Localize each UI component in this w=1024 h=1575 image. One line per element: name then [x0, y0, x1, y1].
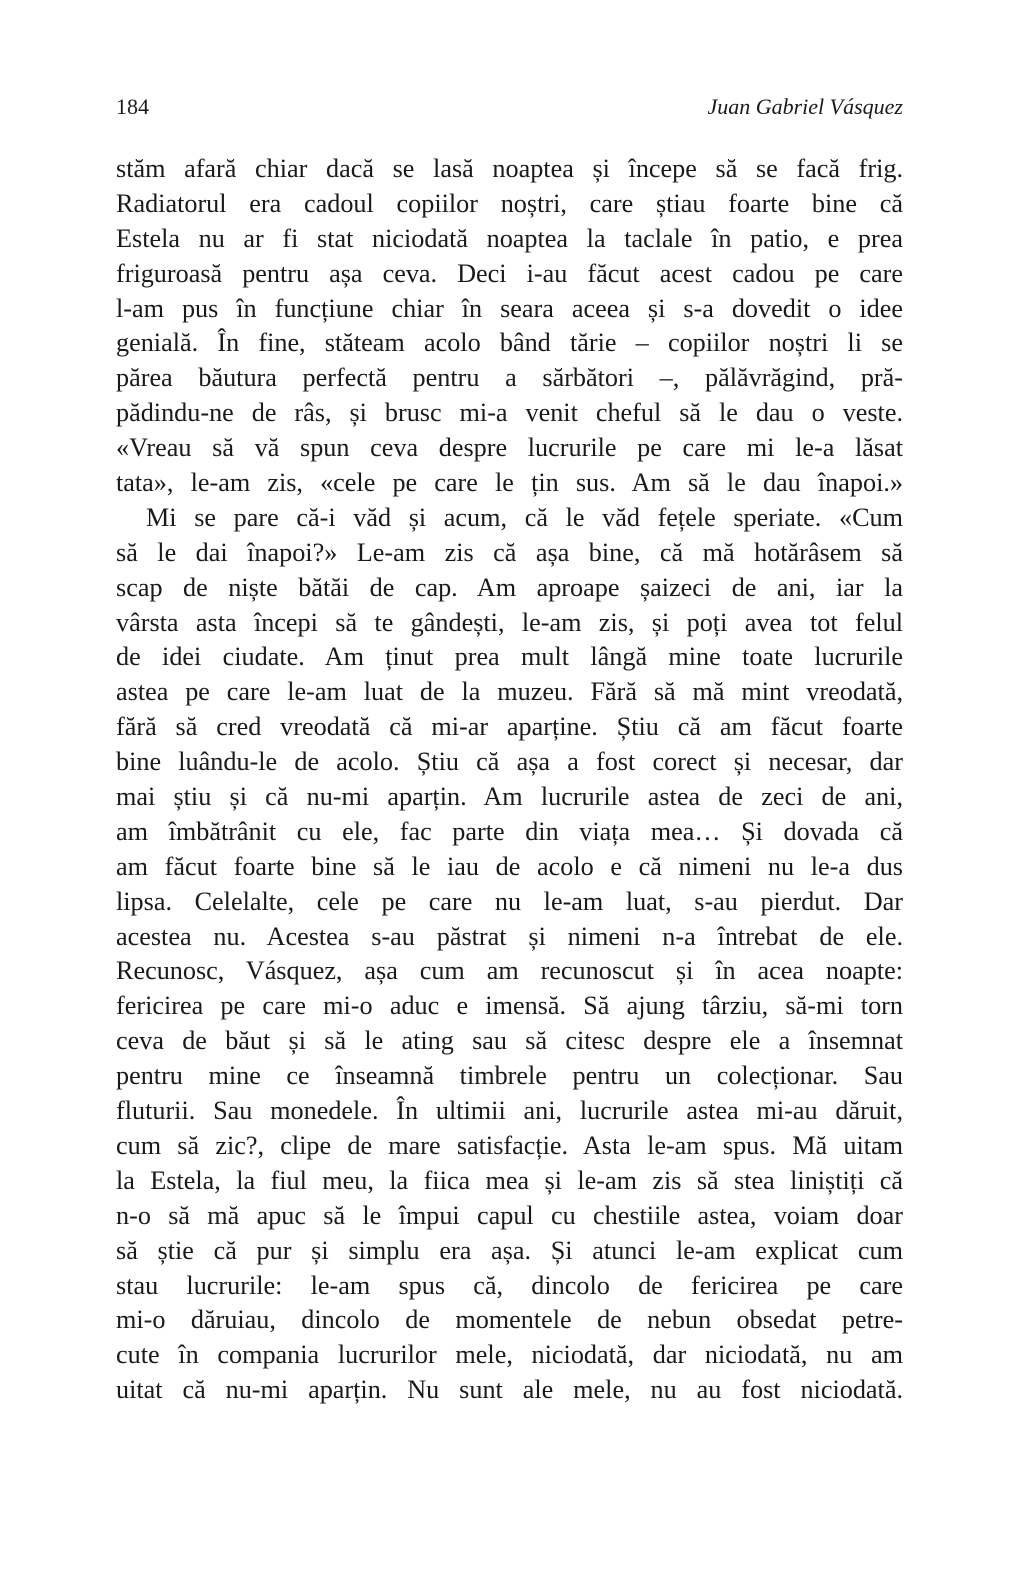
running-head	[116, 94, 903, 124]
text-line: tata», le-am zis, «cele pe care le țin sus. Am să le dau înapoi.»	[116, 468, 903, 498]
text-line: fericirea pe care mi-o aduc e imensă. Să ajung târziu, să-mi torn	[116, 991, 903, 1021]
text-line: acestea nu. Acestea s-au păstrat și nimeni n-a întrebat de ele.	[116, 921, 903, 951]
text-line: l-am pus în funcțiune chiar în seara aceea și s-a dovedit o idee	[116, 293, 903, 323]
text-line: ceva de băut și să le ating sau să citesc despre ele a însemnat	[116, 1026, 903, 1056]
text-line: Radiatorul era cadoul copiilor noștri, care știau foarte bine că	[116, 188, 903, 218]
text-line: am îmbătrânit cu ele, fac parte din viața mea… Și dovada că	[116, 816, 903, 846]
text-line: mai știu și că nu-mi aparțin. Am lucrurile astea de zeci de ani,	[116, 782, 903, 812]
text-line: mi-o dăruiau, dincolo de momentele de nebun obsedat petre-	[116, 1305, 903, 1335]
text-line: lipsa. Celelalte, cele pe care nu le-am luat, s-au pierdut. Dar	[116, 886, 903, 916]
text-line: cute în compania lucrurilor mele, niciodată, dar niciodată, nu am	[116, 1340, 903, 1370]
text-line: n-o să mă apuc să le împui capul cu chestiile astea, voiam doar	[116, 1200, 903, 1230]
text-line: să știe că pur și simplu era așa. Și atunci le-am explicat cum	[116, 1235, 903, 1265]
text-line: friguroasă pentru așa ceva. Deci i-au făcut acest cadou pe care	[116, 258, 903, 288]
text-line: la Estela, la fiul meu, la fiica mea și le-am zis să stea liniștiți că	[116, 1165, 903, 1195]
text-line: astea pe care le-am luat de la muzeu. Fără să mă mint vreodată,	[116, 677, 903, 707]
text-line: fără să cred vreodată că mi-ar aparține. Știu că am făcut foarte	[116, 712, 903, 742]
text-line: pentru mine ce înseamnă timbrele pentru un colecționar. Sau	[116, 1061, 903, 1091]
text-line: am făcut foarte bine să le iau de acolo e că nimeni nu le-a dus	[116, 851, 903, 881]
text-line: genială. În fine, stăteam acolo bând tărie – copiilor noștri li se	[116, 328, 903, 358]
text-line: Estela nu ar fi stat niciodată noaptea la taclale în patio, e prea	[116, 223, 903, 253]
paragraph-start-line: Mi se pare că-i văd și acum, că le văd fețele speriate. «Cum	[146, 502, 903, 532]
text-line: scap de niște bătăi de cap. Am aproape șaizeci de ani, iar la	[116, 572, 903, 602]
text-line: stau lucrurile: le-am spus că, dincolo de fericirea pe care	[116, 1270, 903, 1300]
text-line: fluturii. Sau monedele. În ultimii ani, lucrurile astea mi-au dăruit,	[116, 1096, 903, 1126]
text-line: de idei ciudate. Am ținut prea mult lângă mine toate lucrurile	[116, 642, 903, 672]
text-line: vârsta asta începi să te gândești, le-am zis, și poți avea tot felul	[116, 607, 903, 637]
author-running-title: Juan Gabriel Vásquez	[707, 94, 903, 119]
page-number: 184	[116, 94, 149, 119]
body-text	[116, 152, 903, 1408]
text-line: «Vreau să vă spun ceva despre lucrurile pe care mi le-a lăsat	[116, 433, 903, 463]
book-page	[116, 0, 903, 1575]
text-line: uitat că nu-mi aparțin. Nu sunt ale mele, nu au fost niciodată.	[116, 1375, 903, 1405]
text-line: pădindu-ne de râs, și brusc mi-a venit cheful să le dau o veste.	[116, 398, 903, 428]
text-line: părea băutura perfectă pentru a sărbători –, pălăvrăgind, pră-	[116, 363, 903, 393]
text-line: bine luându-le de acolo. Știu că așa a fost corect și necesar, dar	[116, 747, 903, 777]
text-line: Recunosc, Vásquez, așa cum am recunoscut și în acea noapte:	[116, 956, 903, 986]
text-line: cum să zic?, clipe de mare satisfacție. Asta le-am spus. Mă uitam	[116, 1130, 903, 1160]
text-line: stăm afară chiar dacă se lasă noaptea și începe să se facă frig.	[116, 154, 903, 183]
text-line: să le dai înapoi?» Le-am zis că așa bine, că mă hotărâsem să	[116, 537, 903, 567]
